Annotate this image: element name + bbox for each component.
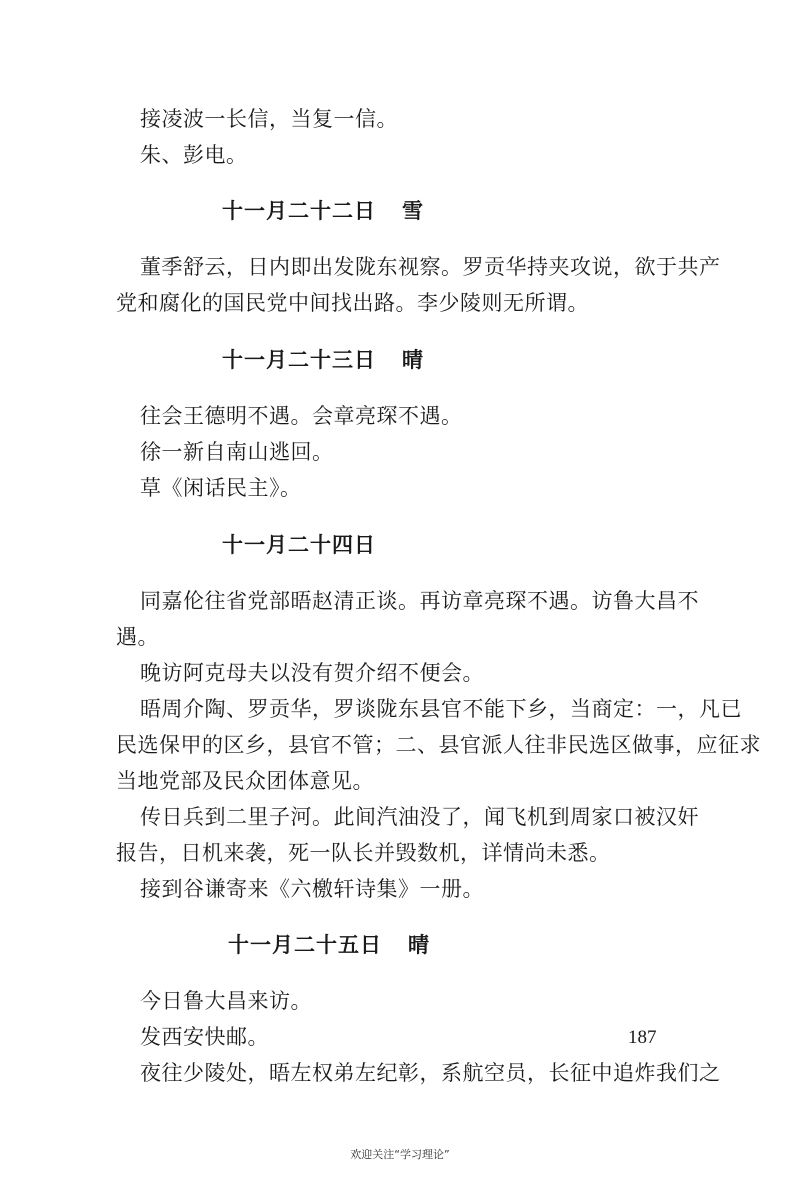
- paragraph-line: 报告，日机来袭，死一队长并毁数机，详情尚未悉。: [116, 841, 611, 865]
- heading-date: 十一月二十二日: [222, 198, 376, 223]
- paragraph-line: 党和腐化的国民党中间找出路。李少陵则无所谓。: [116, 291, 589, 315]
- paragraph-line: 董季舒云，日内即出发陇东视察。罗贡华持夹攻说，欲于共产: [140, 255, 721, 279]
- heading-weather: 晴: [408, 932, 430, 957]
- paragraph-line: 接到谷谦寄来《六檄轩诗集》一册。: [140, 877, 484, 901]
- paragraph-line: 发西安快邮。: [140, 1025, 269, 1049]
- diary-date-heading: [222, 345, 424, 375]
- paragraph-line: 遇。: [116, 625, 159, 649]
- heading-weather: 雪: [402, 198, 424, 223]
- page-number: 187: [628, 1027, 657, 1048]
- paragraph-line: 徐一新自南山逃回。: [140, 440, 334, 464]
- paragraph-line: 民选保甲的区乡，县官不管；二、县官派人往非民选区做事，应征求: [116, 733, 761, 757]
- paragraph-line: 夜往少陵处，晤左权弟左纪彰，系航空员，长征中追炸我们之: [140, 1061, 721, 1085]
- heading-date: 十一月二十三日: [222, 347, 376, 372]
- paragraph-line: 同嘉伦往省党部晤赵清正谈。再访章亮琛不遇。访鲁大昌不: [140, 589, 699, 613]
- diary-date-heading: [228, 930, 430, 960]
- paragraph-line: 往会王德明不遇。会章亮琛不遇。: [140, 404, 463, 428]
- footer-watermark-text: 欢迎关注“学习理论”: [350, 1148, 450, 1161]
- paragraph-line: 朱、彭电。: [140, 143, 248, 167]
- paragraph-line: 晚访阿克母夫以没有贺介绍不便会。: [140, 661, 484, 685]
- paragraph-line: 传日兵到二里子河。此间汽油没了，闻飞机到周家口被汉奸: [140, 805, 699, 829]
- heading-date: 十一月二十五日: [228, 932, 382, 957]
- paragraph-line: 当地党部及民众团体意见。: [116, 769, 374, 793]
- heading-date: 十一月二十四日: [222, 532, 376, 557]
- paragraph-line: 晤周介陶、罗贡华，罗谈陇东县官不能下乡，当商定：一，凡已: [140, 697, 742, 721]
- diary-date-heading: [222, 530, 376, 560]
- paragraph-line: 草《闲话民主》。: [140, 476, 302, 500]
- paragraph-line: 接凌波一长信，当复一信。: [140, 107, 398, 131]
- diary-date-heading: [222, 196, 424, 226]
- paragraph-line: 今日鲁大昌来访。: [140, 989, 312, 1013]
- heading-weather: 晴: [402, 347, 424, 372]
